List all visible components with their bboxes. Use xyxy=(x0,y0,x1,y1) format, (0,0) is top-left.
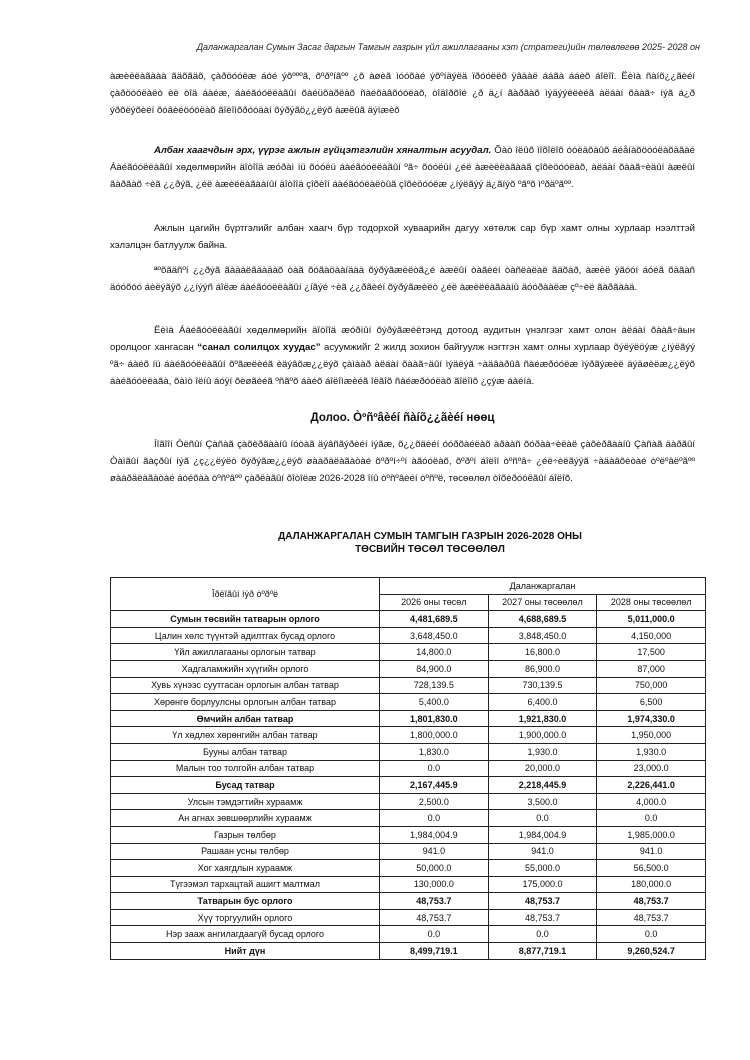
value-2026: 14,800.0 xyxy=(380,644,489,661)
value-2026: 728,139.5 xyxy=(380,677,489,694)
row-label: Үл хөдлөх хөрөнгийн албан татвар xyxy=(111,727,380,744)
value-2027: 20,000.0 xyxy=(488,760,597,777)
value-2026: 50,000.0 xyxy=(380,860,489,877)
table-row xyxy=(111,826,706,843)
row-label: Сумын төсвийн татварын орлого xyxy=(111,611,380,628)
row-label: Түгээмэл тархацтай ашигт малтмал xyxy=(111,876,380,893)
value-2028: 180,000.0 xyxy=(597,876,706,893)
body-section-1 xyxy=(110,68,695,129)
value-2026: 8,499,719.1 xyxy=(380,943,489,960)
value-2026: 48,753.7 xyxy=(380,909,489,926)
budget-table xyxy=(110,577,706,960)
row-label: Рашаан усны төлбөр xyxy=(111,843,380,860)
paragraph-3: Ажлын цагийн бүртгэлийг албан хаагч бүр тодорхой хуваарийн дагуу хөтөлж сар бүр хамт олны хурлаар нээлттэй хэлэлцэн батлуулж байна. xyxy=(110,223,695,251)
row-label: Улсын тэмдэгтийн хураамж xyxy=(111,793,380,810)
value-2026: 0.0 xyxy=(380,760,489,777)
body-section-6 xyxy=(110,436,695,497)
table-row xyxy=(111,810,706,827)
value-2026: 1,801,830.0 xyxy=(380,710,489,727)
header-2028: 2028 оны төсөөлөл xyxy=(597,594,706,611)
value-2028: 87,000 xyxy=(597,660,706,677)
value-2028: 1,985,000.0 xyxy=(597,826,706,843)
table-row xyxy=(111,694,706,711)
table-row xyxy=(111,743,706,760)
value-2027: 3,848,450.0 xyxy=(488,627,597,644)
row-label: Ан агнах зөвшөөрлийн хураамж xyxy=(111,810,380,827)
value-2028: 9,260,524.7 xyxy=(597,943,706,960)
table-row xyxy=(111,644,706,661)
body-section-2 xyxy=(110,142,695,203)
value-2027: 941.0 xyxy=(488,843,597,860)
value-2028: 4,150,000 xyxy=(597,627,706,644)
table-row xyxy=(111,926,706,943)
value-2026: 1,984,004.9 xyxy=(380,826,489,843)
value-2027: 6,400.0 xyxy=(488,694,597,711)
value-2027: 175,000.0 xyxy=(488,876,597,893)
value-2027: 48,753.7 xyxy=(488,893,597,910)
row-label: Үйл ажиллагааны орлогын татвар xyxy=(111,644,380,661)
table-title-line-1: ДАЛАНЖАРГАЛАН СУМЫН ТАМГЫН ГАЗРЫН 2026-2028 ОНЫ xyxy=(278,531,582,542)
value-2026: 84,900.0 xyxy=(380,660,489,677)
value-2028: 0.0 xyxy=(597,810,706,827)
row-label: Хадгаламжийн хүүгийн орлого xyxy=(111,660,380,677)
table-row xyxy=(111,793,706,810)
row-label: Бууны албан татвар xyxy=(111,743,380,760)
row-label: Бусад татвар xyxy=(111,777,380,794)
value-2027: 8,877,719.1 xyxy=(488,943,597,960)
row-label: Хүү торгуулийн орлого xyxy=(111,909,380,926)
table-row xyxy=(111,660,706,677)
row-label: Малын тоо толгойн албан татвар xyxy=(111,760,380,777)
header-2026: 2026 оны төсөл xyxy=(380,594,489,611)
header-revenue-type: Îðëîãûí íýð òºðºë xyxy=(111,578,380,611)
row-label: Нэр зааж ангилагдаагүй бусад орлого xyxy=(111,926,380,943)
value-2028: 17,500 xyxy=(597,644,706,661)
value-2027: 2,218,445.9 xyxy=(488,777,597,794)
section-heading: Долоо. Òºñºâèéí ñàíõ¿¿ãèéí нөөц xyxy=(310,412,495,424)
header-group: Даланжаргалан xyxy=(380,578,706,595)
table-title-line-2: ТӨСВИЙН ТӨСӨЛ ТӨСӨӨЛӨЛ xyxy=(355,544,505,555)
value-2026: 130,000.0 xyxy=(380,876,489,893)
header-2027: 2027 оны төсөөлөл xyxy=(488,594,597,611)
value-2026: 5,400.0 xyxy=(380,694,489,711)
value-2026: 941.0 xyxy=(380,843,489,860)
value-2027: 1,900,000.0 xyxy=(488,727,597,744)
value-2028: 750,000 xyxy=(597,677,706,694)
paragraph-4: ªºõãäñºí ¿¿ðýã ãàààëãààäàõ òàã õóãàöààíäàà õýðýãæèëòã¿é àæëûí òàãèéí òàñëàëàë ãäõàð, àæèë ÿãóóí áóéã õàãàñ äóóõóó áèëýãÿõ ¿¿íýýñ áîëæ áàéãóóëëàãûí ¿íãýé ÷èã ¿¿ðãèéí õýðýãæèëò ¿éë àæèëëàãààíû äóóðààëæ çº÷èë ãàðãààä. xyxy=(110,265,695,293)
paragraph-5-part-b: асуумжийг 2 жилд зохион байгуулж нэгтгэн хамт олны хурлаар õýëýëöýæ ¿íýëãýý ºã÷ áàéõ íü áàéãóóëëàãûí õºãæëèéã èäýâõæ¿¿ëýõ çàìààð àëáàí õààã÷äûí ìýäëýã ÷àäâàðûã ñàéæðóóëæ ìýðãýæèë äýäøèëæ¿¿ëýõ áàéãóóëëàãà, õàìò îëíû áóÿí õèøãèéã ºñãºõ áàéõ áîëîìæèéã îëãîõ ñàéæðóóëàõ ãîëîìõ ¿çýæ áàéíà. xyxy=(110,342,695,387)
table-row xyxy=(111,760,706,777)
table-title xyxy=(200,530,660,556)
row-label: Өмчийн албан татвар xyxy=(111,710,380,727)
value-2027: 3,500.0 xyxy=(488,793,597,810)
table-row xyxy=(111,627,706,644)
value-2027: 86,900.0 xyxy=(488,660,597,677)
body-section-3 xyxy=(110,220,695,264)
value-2027: 0.0 xyxy=(488,810,597,827)
value-2026: 2,167,445.9 xyxy=(380,777,489,794)
value-2026: 48,753.7 xyxy=(380,893,489,910)
paragraph-2-body: Õàò îëûõ ìîõîëîõ óóëäõàûõ áéåíàõöóóëàõàãàé Áàéãóóëëàãûí хөдөлмөрийн äîòîîä æóðàì íü õóóëü áàéãóóëëàãûí ºã÷ õóóëüí ¿éë àæèëëàãààã çîõèöóóëàõ, àëáàí õààã÷èäûí àæëûí ãàðãàõ ÷èã ¿¿ðýã, ¿éë àæèëëàãààíûí äîòîîä çîõèîí áàéãóóëàëòûã çîõèöóóëæ ¿íýëãýý ä¿ãíýõ ºãºõ ìºðäºãºº. xyxy=(110,145,695,190)
value-2027: 730,139.5 xyxy=(488,677,597,694)
value-2028: 48,753.7 xyxy=(597,909,706,926)
table-row xyxy=(111,727,706,744)
running-header: Даланжаргалан Сумын Засаг даргын Тамгын газрын үйл ажиллагааны хэт (стратеги)ийн төлөвлөгөө 2025- 2028 он xyxy=(196,42,700,52)
table-row xyxy=(111,860,706,877)
value-2026: 4,481,689.5 xyxy=(380,611,489,628)
table-row xyxy=(111,943,706,960)
table-row xyxy=(111,893,706,910)
table-row xyxy=(111,777,706,794)
value-2027: 1,921,830.0 xyxy=(488,710,597,727)
row-label: Хөрөнгө борлуулсны орлогын албан татвар xyxy=(111,694,380,711)
value-2026: 0.0 xyxy=(380,810,489,827)
row-label: Хувь хүнээс суутгасан орлогын албан татвар xyxy=(111,677,380,694)
value-2028: 56,500.0 xyxy=(597,860,706,877)
table-row xyxy=(111,677,706,694)
value-2028: 23,000.0 xyxy=(597,760,706,777)
row-label: Газрын төлбөр xyxy=(111,826,380,843)
row-label: Нийт дүн xyxy=(111,943,380,960)
body-section-4 xyxy=(110,262,695,306)
paragraph-2-lead: Албан хаагчдын эрх, үүрэг ажлын гүйцэтгэлийн хяналтын асуудал. xyxy=(154,145,492,156)
row-label: Хог хаягдлын хураамж xyxy=(111,860,380,877)
table-row xyxy=(111,611,706,628)
value-2028: 1,974,330.0 xyxy=(597,710,706,727)
value-2028: 48,753.7 xyxy=(597,893,706,910)
value-2027: 16,800.0 xyxy=(488,644,597,661)
value-2027: 55,000.0 xyxy=(488,860,597,877)
paragraph-5-part-a: Ëèìà Áàéãóóëëàãûí хөдөлмөрийн äîòîîä æóðìûí õýðýãæèëтэнд дотоод аудитын үнэлгээг хамт олон àëáàí õààã÷äын оролцоог хангасан xyxy=(110,325,695,353)
value-2028: 941.0 xyxy=(597,843,706,860)
row-label: Цалин хөлс түүнтэй адилтгах бусад орлого xyxy=(111,627,380,644)
value-2028: 1,950,000 xyxy=(597,727,706,744)
value-2028: 1,930.0 xyxy=(597,743,706,760)
table-row xyxy=(111,843,706,860)
table-row xyxy=(111,876,706,893)
table-row xyxy=(111,710,706,727)
value-2026: 1,830.0 xyxy=(380,743,489,760)
value-2027: 0.0 xyxy=(488,926,597,943)
value-2026: 0.0 xyxy=(380,926,489,943)
paragraph-2 xyxy=(110,142,695,193)
table-row xyxy=(111,909,706,926)
value-2027: 48,753.7 xyxy=(488,909,597,926)
paragraph-budget: Íîãîîí Óëñûí Çàñàã çàõèðãààíû íóòàã äýâñãýðèéí íýãæ, õ¿¿õäèéí óóðõàéëàõ àðààñ õóðàà÷èëàë çàõèðãààíû Çàñàã äàðãûí Òàìãûí ãàçðûí íýã ¿ç¿¿ëýëò õýðýãæ¿¿ëýõ øààðäëàãàòàé õºðºí÷ºí àãóóëàõ, õºðºí áîëîí òºñºâ÷ ¿éë÷èëãýýã ÷àäàâõèòàé òºëºâëºãºº øààðäëàãàòàé áóéõàà òºñºâºº çàðëàãûí õîòîëæ 2026-2028 îíû òºñºâèéí òºñºë, төсөөлөл òîõèðóóëãûí áîëîõ. xyxy=(110,439,695,484)
value-2026: 3,648,450.0 xyxy=(380,627,489,644)
paragraph-1: àæèëëàãààà ãäõãäõ, çàðöóóëæ áóé ýõºººã, õºðºíãºº ¿õ àøèã ìóóõàé ýõºíäýëä ïðóóëëõ ÿâààë ááãà ááèõ áîëîî. Ëèìà ñàíõ¿¿ãèéí çàðöóóëàëò èë òîä áàéæ, áàéãóóëëàãûí õàéüõàðëàõ ñàéõàâõóóëàõ, òîäîðõîé ¿ð ä¿í ãàðãàõ ìýäýýëëèéã àëáàí õààã÷ íýã á¿ð ýðõëýõèéí õóâèéöóóëàõ ãîëîìõðóóäàí õýðýãö¿¿ëýõ àæëûã äýìæèõ xyxy=(110,71,695,116)
value-2028: 4,000.0 xyxy=(597,793,706,810)
value-2028: 6,500 xyxy=(597,694,706,711)
value-2027: 1,930.0 xyxy=(488,743,597,760)
value-2028: 0.0 xyxy=(597,926,706,943)
value-2028: 2,226,441.0 xyxy=(597,777,706,794)
paragraph-5-emphasis: “санал солилцох хуудас” xyxy=(197,342,321,353)
value-2027: 1,984,004.9 xyxy=(488,826,597,843)
value-2026: 1,800,000.0 xyxy=(380,727,489,744)
value-2026: 2,500.0 xyxy=(380,793,489,810)
body-section-5 xyxy=(110,322,695,400)
row-label: Татварын бус орлого xyxy=(111,893,380,910)
paragraph-5 xyxy=(110,322,695,390)
value-2027: 4,688,689.5 xyxy=(488,611,597,628)
budget-table-body xyxy=(111,611,706,959)
value-2028: 5,011,000.0 xyxy=(597,611,706,628)
